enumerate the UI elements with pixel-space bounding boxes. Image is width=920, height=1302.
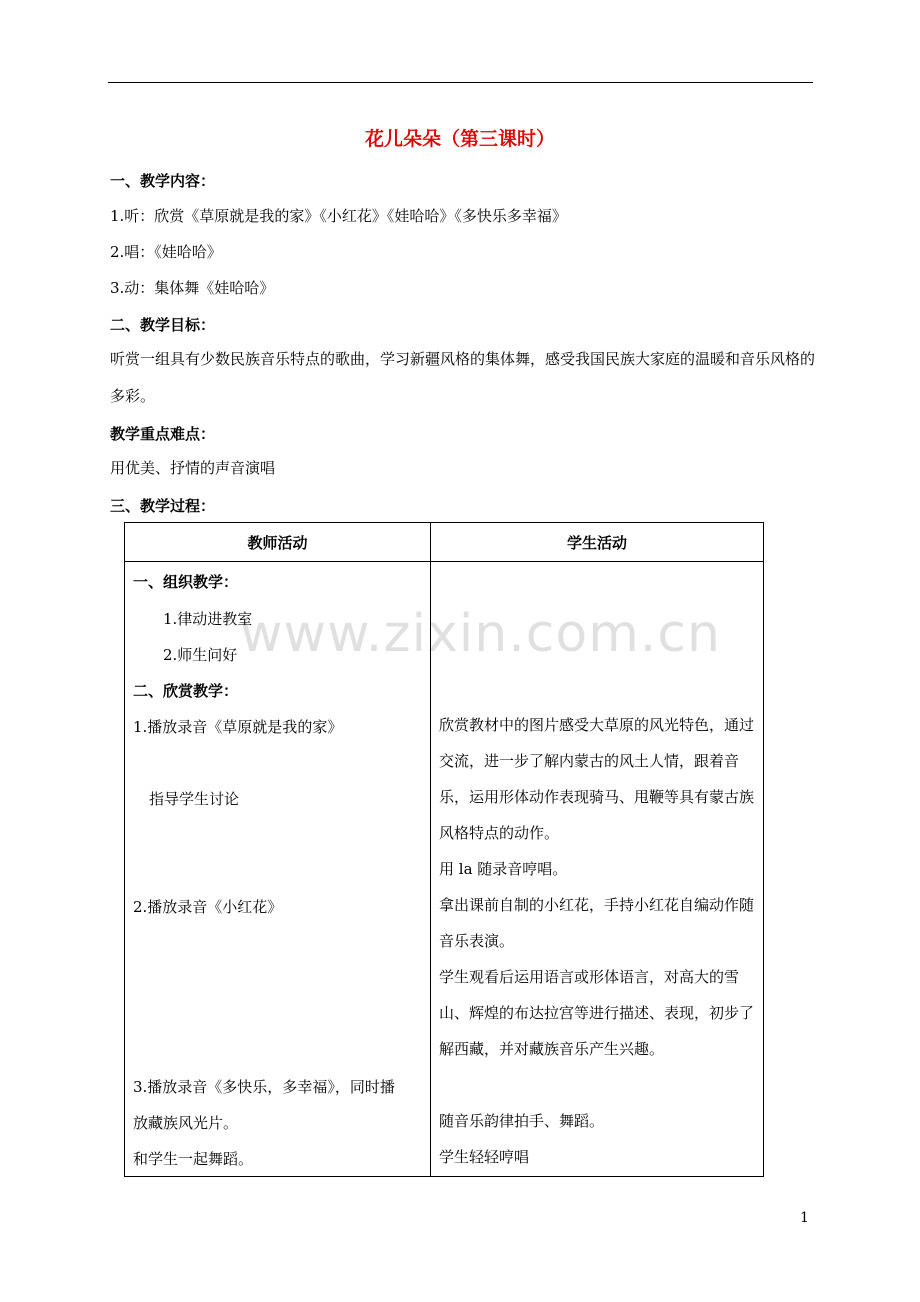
student-activity-5: 随音乐韵律拍手、舞蹈。 [439, 1112, 605, 1130]
content-item-move: 3.动：集体舞《娃哈哈》 [110, 279, 275, 297]
section-heading-content: 一、教学内容： [110, 172, 216, 190]
keypoints-heading: 教学重点难点： [110, 425, 216, 443]
goals-text: 听赏一组具有少数民族音乐特点的歌曲，学习新疆风格的集体舞，感受我国民族大家庭的温暖和音乐风格的多彩。 [110, 350, 816, 405]
org-item-1: 1.律动进教室 [163, 610, 253, 628]
student-activity-1: 欣赏教材中的图片感受大草原的风光特色，通过交流，进一步了解内蒙古的风土人情，跟着音乐，运用形体动作表现骑马、甩鞭等具有蒙古族风格特点的动作。 [439, 716, 755, 842]
content-item-sing: 2.唱：《娃哈哈》 [110, 243, 222, 261]
student-activity-2: 用 la 随录音哼唱。 [439, 860, 568, 878]
org-heading: 一、组织教学： [133, 573, 239, 591]
student-activity-6: 学生轻轻哼唱 [439, 1148, 530, 1166]
keypoints-text: 用优美、抒情的声音演唱 [110, 459, 276, 477]
section-heading-process: 三、教学过程： [110, 497, 216, 515]
section-heading-goals: 二、教学目标： [110, 316, 216, 334]
header-student: 学生活动 [431, 523, 764, 562]
page-number: 1 [800, 1210, 809, 1226]
watermark: www.zixin.com.cn [240, 604, 721, 664]
teacher-guide: 指导学生讨论 [149, 790, 240, 808]
teacher-step-1: 1.播放录音《草原就是我的家》 [133, 718, 343, 736]
org-item-2: 2.师生问好 [163, 646, 238, 664]
student-activity-3: 拿出课前自制的小红花，手持小红花自编动作随音乐表演。 [439, 896, 755, 950]
header-rule [108, 82, 813, 83]
teacher-step-3a: 3.播放录音《多快乐，多幸福》，同时播 [133, 1078, 395, 1096]
student-activity-4: 学生观看后运用语言或形体语言，对高大的雪山、辉煌的布达拉宫等进行描述、表现，初步了解西藏，并对藏族音乐产生兴趣。 [439, 968, 755, 1058]
teacher-step-2: 2.播放录音《小红花》 [133, 898, 283, 916]
teacher-step-3b: 放藏族风光片。 [133, 1114, 239, 1132]
page-title: 花儿朵朵（第三课时） [364, 128, 555, 150]
header-teacher: 教师活动 [125, 523, 431, 562]
teacher-step-3c: 和学生一起舞蹈。 [133, 1150, 254, 1168]
content-item-listen: 1.听：欣赏《草原就是我的家》《小红花》《娃哈哈》《多快乐多幸福》 [110, 207, 567, 225]
appreciation-heading: 二、欣赏教学： [133, 682, 239, 700]
